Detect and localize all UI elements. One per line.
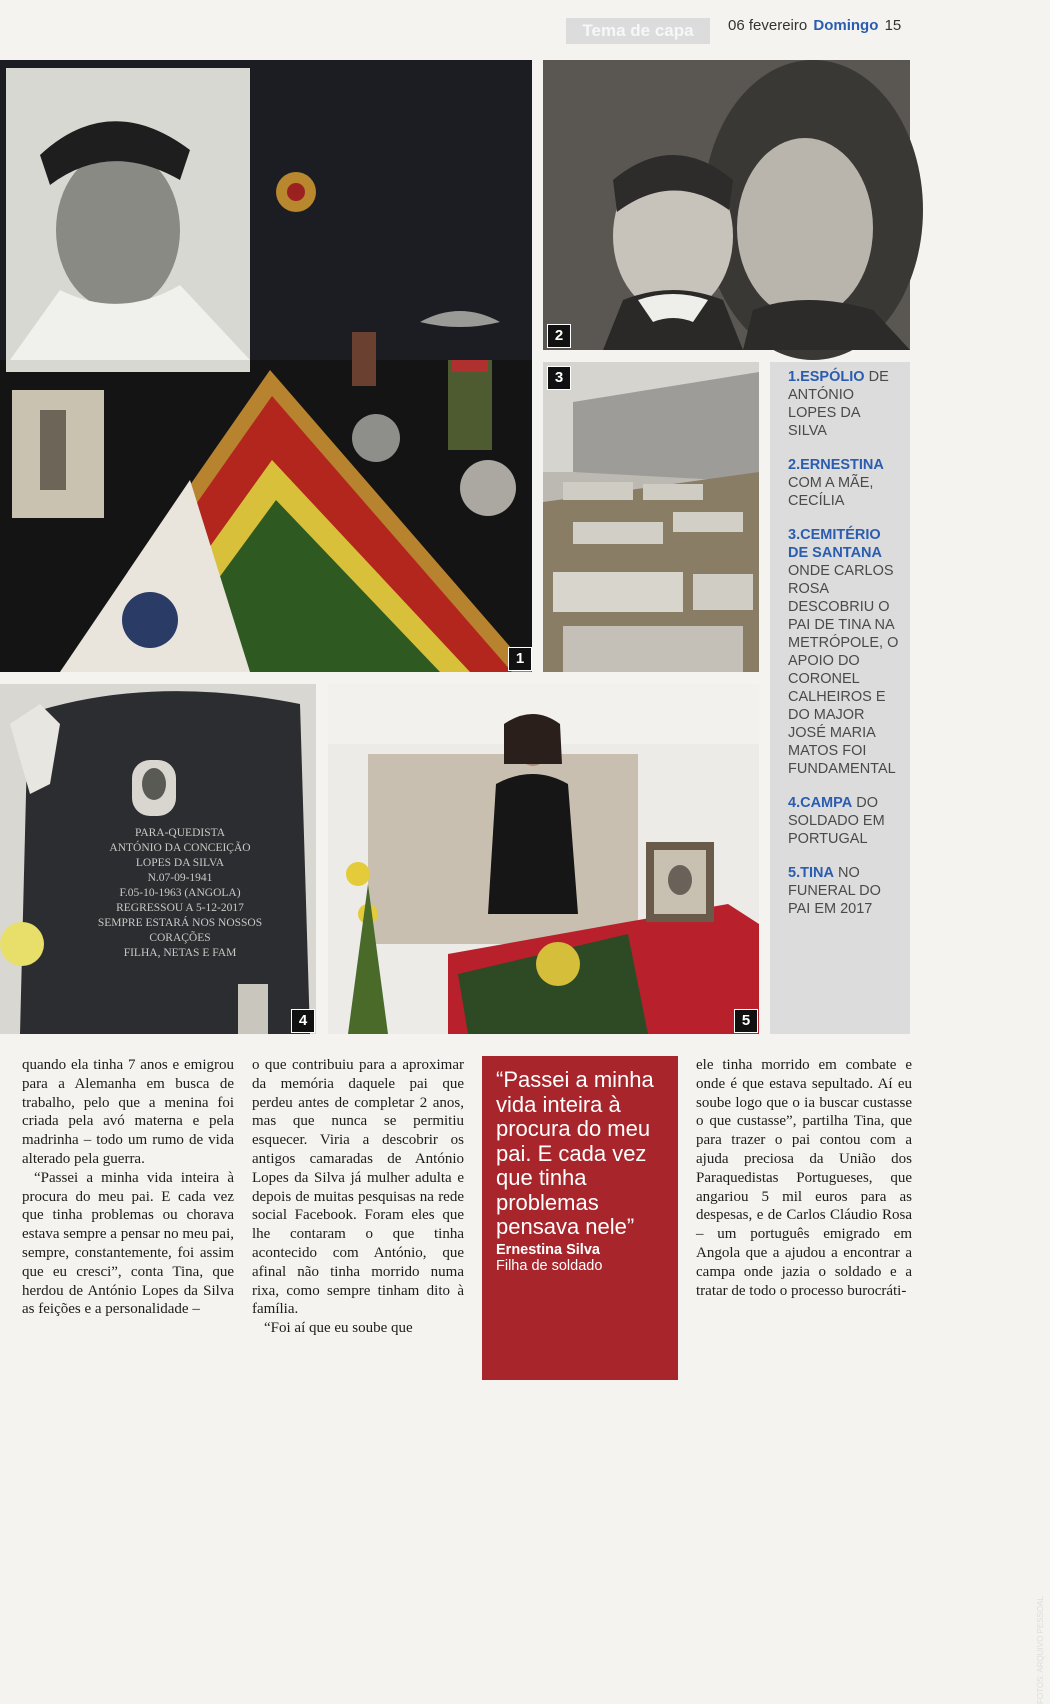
- photo-ernestina-with-mother: [543, 60, 910, 350]
- pull-quote-role: Filha de soldado: [496, 1257, 603, 1274]
- headstone-inscription: [60, 826, 300, 961]
- photo-number-5: 5: [734, 1009, 758, 1033]
- photo-number-4: 4: [291, 1009, 315, 1033]
- headstone-line: SEMPRE ESTARÁ NOS NOSSOS: [97, 917, 263, 929]
- caption-1-head: 1.ESPÓLIO: [788, 369, 865, 385]
- photo-number-3: 3: [547, 366, 571, 390]
- caption-4-head: 4.CAMPA: [788, 795, 853, 811]
- pull-quote-author: Ernestina Silva: [496, 1241, 600, 1258]
- headstone-line: ANTÓNIO DA CONCEIÇÃO: [109, 842, 251, 854]
- pull-quote: [482, 1056, 678, 1380]
- photo-credit: FOTOS: ARQUIVO PESSOAL: [1036, 1596, 1045, 1704]
- photo-memorabilia: [0, 60, 532, 672]
- photo-number-2: 2: [547, 324, 571, 348]
- article-column-4: [696, 1056, 912, 1300]
- headstone-line: PARA-QUEDISTA: [134, 827, 226, 839]
- pull-quote-text: “Passei a minha vida inteira à procura do meu pai. E cada vez que tinha problemas pensava nele”: [496, 1067, 654, 1239]
- issue-day: Domingo: [813, 17, 879, 34]
- issue-date: 06 fevereiro: [728, 17, 808, 34]
- photo-santana-cemetery: [543, 362, 759, 672]
- headstone-line: LOPES DA SILVA: [135, 857, 225, 869]
- page-number: 15: [884, 17, 902, 34]
- headstone-line: F.05-10-1963 (ANGOLA): [119, 887, 241, 899]
- caption-4: 4.CAMPA DO SOLDADO EM PORTUGAL: [788, 795, 885, 847]
- caption-2-head: 2.ERNESTINA: [788, 457, 884, 473]
- photo-number-1: 1: [508, 647, 532, 671]
- caption-5: 5.TINA NO FUNERAL DO PAI EM 2017: [788, 865, 881, 917]
- caption-3-head: 3.CEMITÉRIO DE SANTANA: [788, 527, 882, 561]
- article-paragraph: ele tinha morrido em combate e onde é que estava sepultado. Aí eu soube logo que o ia buscar custasse o que custasse”, partilha Tina, que para trazer o pai contou com a ajuda preciosa da União dos Paraquedistas Portugueses, que angariou 5 mil euros para as despesas, e de Carlos Cláudio Rosa – um português emigrado em Angola que a ajudou a encontrar a campa onde jazia o soldado e a tratar de todo o processo burocráti-: [696, 1057, 912, 1299]
- headstone-line: FILHA, NETAS E FAM: [123, 947, 237, 959]
- caption-2: 2.ERNESTINA COM A MÃE, CECÍLIA: [788, 457, 884, 509]
- article-column-1: [22, 1056, 234, 1319]
- headstone-line: REGRESSOU A 5-12-2017: [116, 902, 244, 914]
- caption-1: 1.ESPÓLIO DE ANTÓNIO LOPES DA SILVA: [788, 369, 889, 439]
- headstone-line: CORAÇÕES: [149, 932, 211, 944]
- article-paragraph: “Passei a minha vida inteira à procura do meu pai. E cada vez que tinha problemas ou chorava estava sempre a pensar no meu pai, sempre, constantemente, foi assim que eu cresci”, conta Tina, que herdou de António Lopes da Silva as feições e a personalidade –: [22, 1169, 234, 1318]
- caption-3: 3.CEMITÉRIO DE SANTANA ONDE CARLOS ROSA DESCOBRIU O PAI DE TINA NA METRÓPOLE, O APOIO DO CORONEL CALHEIROS E DO MAJOR JOSÉ MARIA MATOS FOI FUNDAMENTAL: [788, 527, 899, 777]
- caption-5-head: 5.TINA: [788, 865, 834, 881]
- photo-captions: [770, 362, 910, 1034]
- headstone-line: N.07-09-1941: [147, 872, 213, 884]
- article-paragraph: “Foi aí que eu soube que: [264, 1320, 413, 1337]
- article-paragraph: quando ela tinha 7 anos e emigrou para a Alemanha em busca de trabalho, pelo que a menina foi criada pela avó materna e pela madrinha – todo um rumo de vida alterado pela guerra.: [22, 1057, 234, 1167]
- section-tag: Tema de capa: [566, 18, 710, 44]
- page-header-date: [728, 17, 901, 34]
- article-paragraph: o que contribuiu para a aproximar da memória daquele pai que perdeu antes de completar 2 anos, mas que nunca se permitiu esquecer. Viria a descobrir os antigos camaradas de António Lopes da Silva já mulher adulta e depois de muitas pesquisas na rede social Facebook. Foram eles que lhe contaram o que tinha acontecido com António, que afinal não tinha morrido numa rixa, como sempre tinham dito à família.: [252, 1057, 464, 1318]
- article-column-2: [252, 1056, 464, 1338]
- photo-headstone: [0, 684, 316, 1034]
